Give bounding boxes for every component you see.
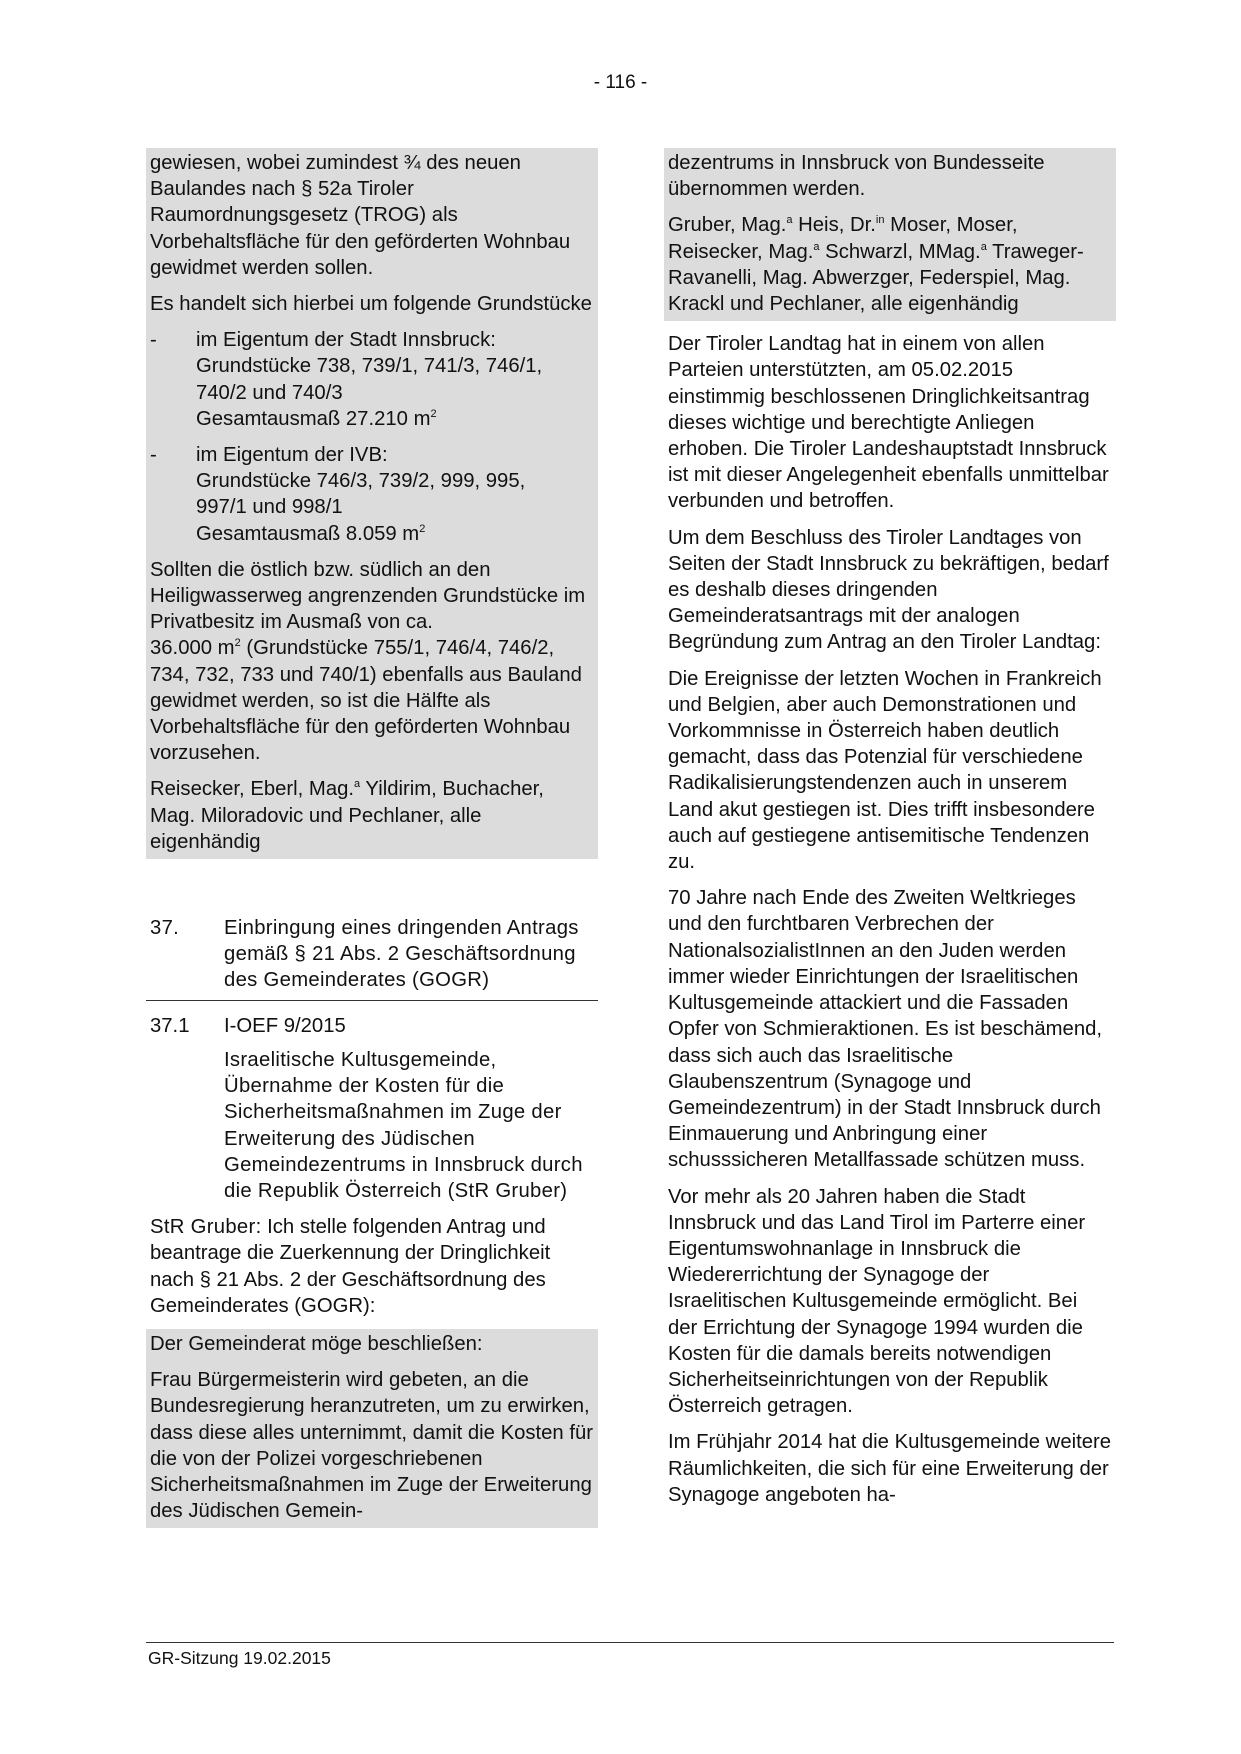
agenda-item — [146, 915, 598, 994]
superscript: 2 — [430, 408, 437, 421]
motion-text-block — [146, 148, 598, 859]
list-line: Grundstücke 738, 739/1, 741/3, 746/1, — [196, 355, 543, 378]
list-total — [196, 406, 594, 432]
list-item — [150, 327, 594, 432]
text-segment: Heis, Dr. — [792, 214, 876, 237]
list-line: 997/1 und 998/1 — [196, 496, 343, 519]
spacer — [146, 869, 598, 915]
motion-continuation — [664, 148, 1116, 321]
superscript: 2 — [419, 522, 426, 535]
agenda-number: 37. — [150, 917, 180, 940]
text-segment: Traweger-Ravanelli, Mag. Abwerzger, Federspiel, Mag. Krackl und Pechlaner, alle eigenhändig — [668, 240, 1084, 316]
text-segment: Gruber, Mag. — [668, 214, 787, 237]
text-segment: Schwarzl, MMag. — [819, 240, 981, 263]
agenda-title: Einbringung eines dringenden Antrags gemäß § 21 Abs. 2 Geschäftsordnung des Gemeinderates (GOGR) — [224, 917, 579, 992]
sub-item-description: Israelitische Kultusgemeinde, Übernahme der Kosten für die Sicherheitsmaßnahmen im Zuge der Erweiterung des Jüdischen Gemeindezentrums in Innsbruck durch die Republik Österreich (StR Gruber) — [224, 1048, 583, 1202]
page-number: - 116 - — [593, 72, 648, 93]
total-label: Gesamtausmaß 27.210 m — [196, 407, 431, 430]
text-segment: Moser, Moser, Reisecker, Mag. — [668, 214, 1018, 263]
paragraph: Der Tiroler Landtag hat in einem von allen Parteien unterstützten, am 05.02.2015 einstimmig beschlossenen Dringlichkeitsantrag dieses wichtige und berechtigte Anliegen erhoben. Die Tiroler Landeshauptstadt Innsbruck ist mit dieser Angelegenheit ebenfalls unmittelbar verbunden und betroffen. — [668, 333, 1109, 513]
paragraph — [150, 557, 594, 767]
superscript: a — [980, 240, 987, 253]
superscript: in — [875, 214, 885, 227]
motion-block — [146, 1329, 598, 1528]
list-dash: - — [150, 329, 157, 352]
text-segment: (Grundstücke 755/1, 746/4, 746/2, 734, 732, 733 und 740/1) ebenfalls aus Bauland gewidmet werden, so ist die Hälfte als Vorbehaltsfläche für den geförderten Wohnbau vorzusehen. — [150, 637, 582, 765]
total-label: Gesamtausmaß 8.059 m — [196, 522, 420, 545]
paragraph: Im Frühjahr 2014 hat die Kultusgemeinde weitere Räumlichkeiten, die sich für eine Erweiterung der Synagoge angeboten ha- — [668, 1431, 1112, 1506]
sub-item-code: I-OEF 9/2015 — [224, 1014, 346, 1037]
superscript: 2 — [234, 637, 241, 650]
list-line: 740/2 und 740/3 — [196, 381, 343, 404]
paragraph: dezentrums in Innsbruck von Bundesseite übernommen werden. — [668, 152, 1045, 201]
list-line: im Eigentum der IVB: — [196, 444, 388, 467]
list-item-body — [196, 327, 594, 432]
list-total — [196, 521, 594, 547]
list-item-body — [196, 442, 594, 547]
paragraph: Es handelt sich hierbei um folgende Grundstücke — [150, 293, 592, 316]
list-line: im Eigentum der Stadt Innsbruck: — [196, 329, 496, 352]
footer-divider — [146, 1642, 1114, 1643]
text-segment: Reisecker, Eberl, Mag. — [150, 778, 355, 801]
right-column — [664, 148, 1116, 1518]
motion-text: Frau Bürgermeisterin wird gebeten, an die Bundesregierung heranzutreten, um zu erwirken, dass diese alles unternimmt, damit die Kosten für die von der Polizei vorgeschriebenen Sicherheitsmaßnahmen im Zuge der Erweiterung des Jüdischen Gemein- — [150, 1369, 594, 1523]
left-column — [146, 148, 598, 1528]
paragraph: Vor mehr als 20 Jahren haben die Stadt Innsbruck und das Land Tirol im Parterre einer Eigentumswohnanlage in Innsbruck die Wiedererrichtung der Synagoge der Israelitischen Kultusgemeinde ermöglicht. Bei der Errichtung der Synagoge 1994 wurden die Kosten für die damals bereits notwendigen Sicherheitseinrichtungen von der Republik Österreich getragen. — [668, 1185, 1086, 1418]
superscript: a — [786, 214, 793, 227]
list-item — [150, 442, 594, 547]
signatures — [668, 212, 1112, 317]
motion-intro: Der Gemeinderat möge beschließen: — [150, 1332, 483, 1355]
list-line: Grundstücke 746/3, 739/2, 999, 995, — [196, 470, 526, 493]
paragraph: gewiesen, wobei zumindest ¾ des neuen Baulandes nach § 52a Tiroler Raumordnungsgesetz (TROG) als Vorbehaltsfläche für den geförderten Wohnbau gewidmet werden sollen. — [150, 152, 571, 279]
signatures — [150, 776, 594, 855]
text-segment: Sollten die östlich bzw. südlich an den Heiligwasserweg angrenzenden Grundstücke im Privatbesitz im Ausmaß von ca. — [150, 558, 586, 634]
superscript: a — [813, 240, 820, 253]
text-segment: Ich stelle folgenden Antrag und beantrage die Zuerkennung der Dringlichkeit nach § 21 Abs. 2 der Geschäftsordnung des Gemeinderates (GOGR): — [150, 1216, 551, 1317]
superscript: a — [354, 778, 361, 791]
divider — [146, 1000, 598, 1001]
list-dash: - — [150, 444, 157, 467]
speaker: StR Gruber: — [150, 1216, 262, 1239]
paragraph: Die Ereignisse der letzten Wochen in Frankreich und Belgien, aber auch Demonstrationen und Vorkommnisse in Österreich haben deutlich gemacht, dass das Potenzial für verschiedene Radikalisierungstendenzen auch in unserem Land akut gestiegen ist. Dies trifft insbesondere auch auf gestiegene antisemitische Tendenzen zu. — [668, 667, 1102, 874]
text-segment: 36.000 m — [150, 637, 235, 660]
sub-item-number: 37.1 — [150, 1014, 190, 1037]
paragraph: Um dem Beschluss des Tiroler Landtages von Seiten der Stadt Innsbruck zu bekräftigen, bedarf es deshalb dieses dringenden Gemeinderatsantrags mit der analogen Begründung zum Antrag an den Tiroler Landtag: — [668, 526, 1109, 654]
paragraph — [146, 1214, 598, 1319]
footer-session-date: GR-Sitzung 19.02.2015 — [148, 1648, 331, 1668]
sub-item — [146, 1013, 598, 1039]
paragraph: 70 Jahre nach Ende des Zweiten Weltkrieges und den furchtbaren Verbrechen der NationalsozialistInnen an den Juden werden immer wieder Einrichtungen der Israelitischen Kultusgemeinde attackiert und die Fassaden Opfer von Schmieraktionen. Es ist beschämend, dass sich auch das Israelitische Glaubenszentrum (Synagoge und Gemeindezentrum) in der Stadt Innsbruck durch Einmauerung und Anbringung einer schusssicheren Metallfassade schützen muss. — [668, 887, 1103, 1172]
text-segment: Yildirim, Buchacher, Mag. Miloradovic und Pechlaner, alle eigenhändig — [150, 778, 544, 853]
